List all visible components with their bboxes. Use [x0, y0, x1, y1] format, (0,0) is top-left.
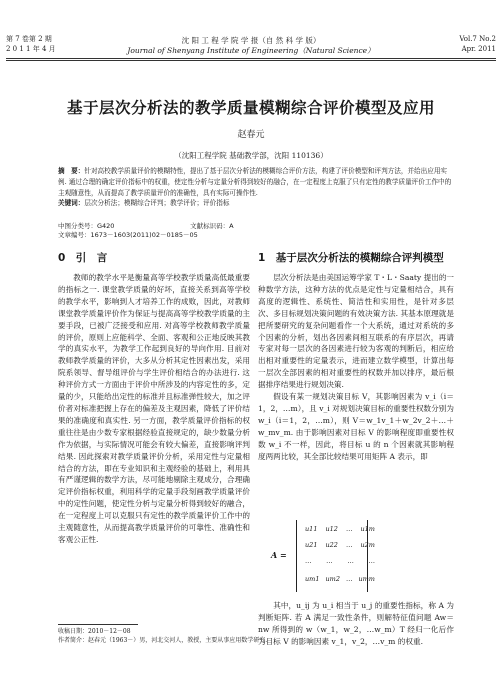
matrix-row: … … … … — [305, 557, 375, 565]
affiliation: （沈阳工程学院 基础教学部，沈阳 110136） — [174, 151, 328, 160]
matrix-row: u11 u12 … u1m — [305, 525, 375, 533]
article-meta: 中图分类号：G420 文献标识码：A 文章编号：1673－1603(2011)02－0185－05 — [58, 222, 234, 239]
matrix-row: u21 u22 … u2m — [305, 541, 375, 549]
matrix-row: um1 um2 … umm — [305, 575, 375, 583]
header-rule-thin — [6, 60, 496, 61]
intro-text: 教师的教学水平是衡量高等学校教学质量高低最重要的指标之一. 课堂教学质量的好坏，直接关系到高等学校的教学水平，影响到人才培养工作的成败，因此，对教师课堂教学质量评价作为保证与提高高等学校教学质量的主要手段，已被广泛接受和应用. 对高等学校教师教学质量的评价，原则上应能科学、全面、客观和公正地反映其教学的真实水平，为教学工作起到良好的导向作用. 目前对教师教学质量的评价，大多从分析其定性因素出发，采用院系领导、督导组评价与学生评价相结合的办法进行. 这种评价方式一方面由于评价中所涉及的内容定性的多，定量的少，只能给出定性的标准并且标准弹性较大，加之评价者对标准把握上存在的偏差及主观因素，降低了评价结果的准确度和真实性. 另一方面，教学质量评价指标的权重往往是由少数专家根据经验直接规定的，缺少数量分析作为依据，与实际情况可能会有较大偏差，直接影响评判结果. 因此探索对教学质量评价分析，采用定性与定量相结合的方法，即在专业知识和主观经验的基础上，利用具有严谨逻辑的数学方法，尽可能地剔除主观成分，合理确定评价指标权重，利用科学的定量手段刻画教学质量评价中的定性问题，使定性分析与定量分析得到较好的融合，在一定程度上可以克服只有定性的教学质量评价工作中的主观随意性，从而提高教学质量评价的可靠性、准确性和客观公正性. — [58, 273, 250, 544]
judgment-matrix: A = u11 u12 … u1m u21 u22 … u2m … … … … um1 um2 … umm — [271, 517, 451, 595]
weight-text: 其中，u_ij 为 u_i 相当于 u_j 的重要性指标，称 A 为判断矩阵. 若 A 满足一致性条件，则解特征值问题 Aw＝nw 所得到的 w（w_1，w_2，…w_m）T 经归一化后作为目标 V 的影响因素 v_1，v_2，…v_m 的权重. — [258, 601, 454, 646]
journal-header — [0, 0, 502, 56]
abstract: 摘 要：针对高校教学质量评价的模糊特性，提出了基于层次分析法的模糊综合评价方法，构建了评价模型和评判方法，并给出应用实例. 通过合理的确定评价指标中的权重，使定性分析与定量分析得到较好的融合，在一定程度上克服了只有定性的教学质量评价工作中的主观随意性，从而提高了教学质量评价的准确性，具有实际可操作性. 关键词：层次分析法；模糊综合评判；教学评价；评价指标 — [58, 167, 452, 208]
footnote-rule — [58, 624, 138, 625]
section-heading-model: 1 基于层次分析法的模糊综合评判模型 — [258, 252, 444, 264]
issue-info: 第 7 卷第 2 期 2 0 1 1 年 4 月 — [6, 35, 56, 53]
header-rule — [6, 58, 496, 59]
section-heading-intro: 0 引 言 — [58, 252, 108, 264]
journal-name: 沈 阳 工 程 学 院 学 报（自 然 科 学 版） Journal of Shenyang Institute of Engineering（Natural Science） — [127, 36, 375, 55]
paper-title: 基于层次分析法的教学质量模糊综合评价模型及应用 — [66, 99, 435, 117]
footnote: 收稿日期：2010－12－08 作者简介：赵春元（1963－）男，河北交河人，教授，主要从事应用数学研究. — [58, 628, 268, 644]
volume-info: Vol.7 No.2 Apr. 2011 — [459, 35, 496, 53]
author: 赵春元 — [237, 130, 265, 140]
ahp-text: 层次分析法是由美国运筹学家 T・L・Saaty 提出的一种数学方法，这种方法的优点是定性与定量相结合，具有高度的逻辑性、系统性、简洁性和实用性，是针对多层次、多目标规划决策问题的有效决策方法. 其基本原理就是把所要研究的复杂问题看作一个大系统，通过对系统的多个因素的分析，划出各因素间相互联系的有序层次，再请专家对每一层次的各因素进行较为客观的判断后，相应给出相对重要性的定量表示，进而建立数学模型，计算出每一层次全部因素的相对重要性的权数并加以排序，最后根据排序结果进行规划决策. 假设有某一规划决策目标 V，其影响因素为 v_i（i＝1，2，…m），且 v_i 对规划决策目标的重要性权数分别为 w_i（i＝1，2，…m），则 V＝w_1v_1＋w_2v_2＋…＋w_mv_m. 由于影响因素对目标 V 的影响程度即重要性权数 w_i 不一样，因此，将目标 u 的 n 个因素就其影响程度两两比较，其全部比较结果可用矩阵 A 表示，即 — [258, 273, 455, 461]
